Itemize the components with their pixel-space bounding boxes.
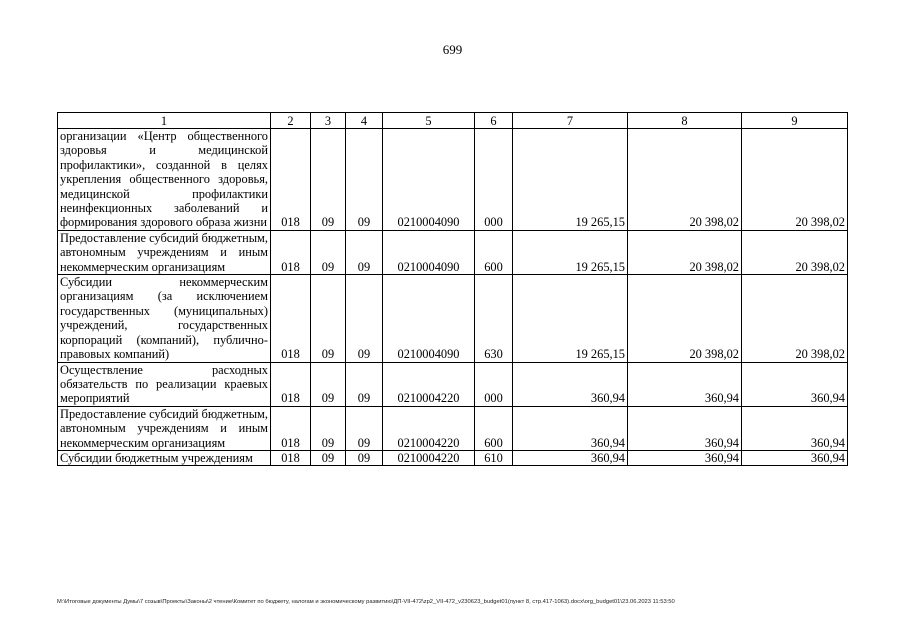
row-amount-8: 360,94: [628, 406, 742, 450]
table-row: [58, 406, 848, 450]
table-row: [58, 129, 848, 231]
row-amount-7: 360,94: [513, 406, 628, 450]
row-amount-7: 19 265,15: [513, 129, 628, 231]
row-expense-type: 630: [475, 275, 513, 362]
budget-table: [57, 112, 848, 466]
row-section-code: 09: [311, 450, 346, 465]
row-expense-type: 000: [475, 129, 513, 231]
page-number: 699: [442, 42, 463, 57]
header-cell-2: 2: [271, 113, 311, 129]
table-row: [58, 362, 848, 406]
row-target-article: 0210004220: [383, 450, 475, 465]
table-row: [58, 230, 848, 274]
row-ministry-code: 018: [271, 450, 311, 465]
row-target-article: 0210004090: [383, 275, 475, 362]
row-amount-9: 20 398,02: [742, 275, 848, 362]
footer-file-path: M:\Итоговые документы Думы\7 созыв\Проекты\Законы\2 чтение\Комитет по бюджету, налогам и экономическому развитию\ДП-VII-472\zp2_VII-472_v230623_budget01(пункт 8, стр.417-1063).docx\org_budget01\23.06.2023 11:53:50: [57, 599, 675, 605]
row-expense-type: 600: [475, 230, 513, 274]
row-amount-8: 20 398,02: [628, 129, 742, 231]
header-cell-1: 1: [58, 113, 271, 129]
row-amount-9: 20 398,02: [742, 129, 848, 231]
header-cell-6: 6: [475, 113, 513, 129]
row-amount-9: 360,94: [742, 362, 848, 406]
row-subsection-code: 09: [346, 129, 383, 231]
row-target-article: 0210004220: [383, 362, 475, 406]
row-amount-9: 20 398,02: [742, 230, 848, 274]
row-amount-8: 20 398,02: [628, 275, 742, 362]
row-name: организации «Центр общественного здоровья и медицинской профилактики», созданной в целях укрепления общественного здоровья, медицинской профилактики неинфекционных заболеваний и формирования здорового образа жизни: [58, 129, 271, 231]
row-target-article: 0210004220: [383, 406, 475, 450]
row-expense-type: 000: [475, 362, 513, 406]
row-name: Предоставление субсидий бюджетным, автономным учреждениям и иным некоммерческим организациям: [58, 230, 271, 274]
row-section-code: 09: [311, 230, 346, 274]
row-amount-7: 19 265,15: [513, 230, 628, 274]
row-amount-8: 360,94: [628, 450, 742, 465]
header-cell-8: 8: [628, 113, 742, 129]
row-section-code: 09: [311, 129, 346, 231]
row-amount-7: 360,94: [513, 450, 628, 465]
row-amount-8: 20 398,02: [628, 230, 742, 274]
header-cell-3: 3: [311, 113, 346, 129]
row-section-code: 09: [311, 275, 346, 362]
row-subsection-code: 09: [346, 362, 383, 406]
header-row: [58, 113, 848, 129]
row-ministry-code: 018: [271, 129, 311, 231]
row-subsection-code: 09: [346, 275, 383, 362]
row-amount-7: 19 265,15: [513, 275, 628, 362]
table-row: [58, 275, 848, 362]
row-section-code: 09: [311, 406, 346, 450]
row-name: Осуществление расходных обязательств по реализации краевых мероприятий: [58, 362, 271, 406]
row-name: Субсидии бюджетным учреждениям: [58, 450, 271, 465]
row-ministry-code: 018: [271, 362, 311, 406]
row-name: Субсидии некоммерческим организациям (за исключением государственных (муниципальных) учреждений, государственных корпораций (компаний), публично-правовых компаний): [58, 275, 271, 362]
row-amount-9: 360,94: [742, 406, 848, 450]
row-subsection-code: 09: [346, 450, 383, 465]
row-expense-type: 600: [475, 406, 513, 450]
row-subsection-code: 09: [346, 406, 383, 450]
row-subsection-code: 09: [346, 230, 383, 274]
row-target-article: 0210004090: [383, 230, 475, 274]
row-amount-9: 360,94: [742, 450, 848, 465]
row-name: Предоставление субсидий бюджетным, автономным учреждениям и иным некоммерческим организациям: [58, 406, 271, 450]
row-ministry-code: 018: [271, 275, 311, 362]
row-amount-7: 360,94: [513, 362, 628, 406]
row-ministry-code: 018: [271, 230, 311, 274]
row-amount-8: 360,94: [628, 362, 742, 406]
row-section-code: 09: [311, 362, 346, 406]
header-cell-5: 5: [383, 113, 475, 129]
table-row: [58, 450, 848, 465]
header-cell-4: 4: [346, 113, 383, 129]
row-expense-type: 610: [475, 450, 513, 465]
row-ministry-code: 018: [271, 406, 311, 450]
header-cell-7: 7: [513, 113, 628, 129]
header-cell-9: 9: [742, 113, 848, 129]
row-target-article: 0210004090: [383, 129, 475, 231]
